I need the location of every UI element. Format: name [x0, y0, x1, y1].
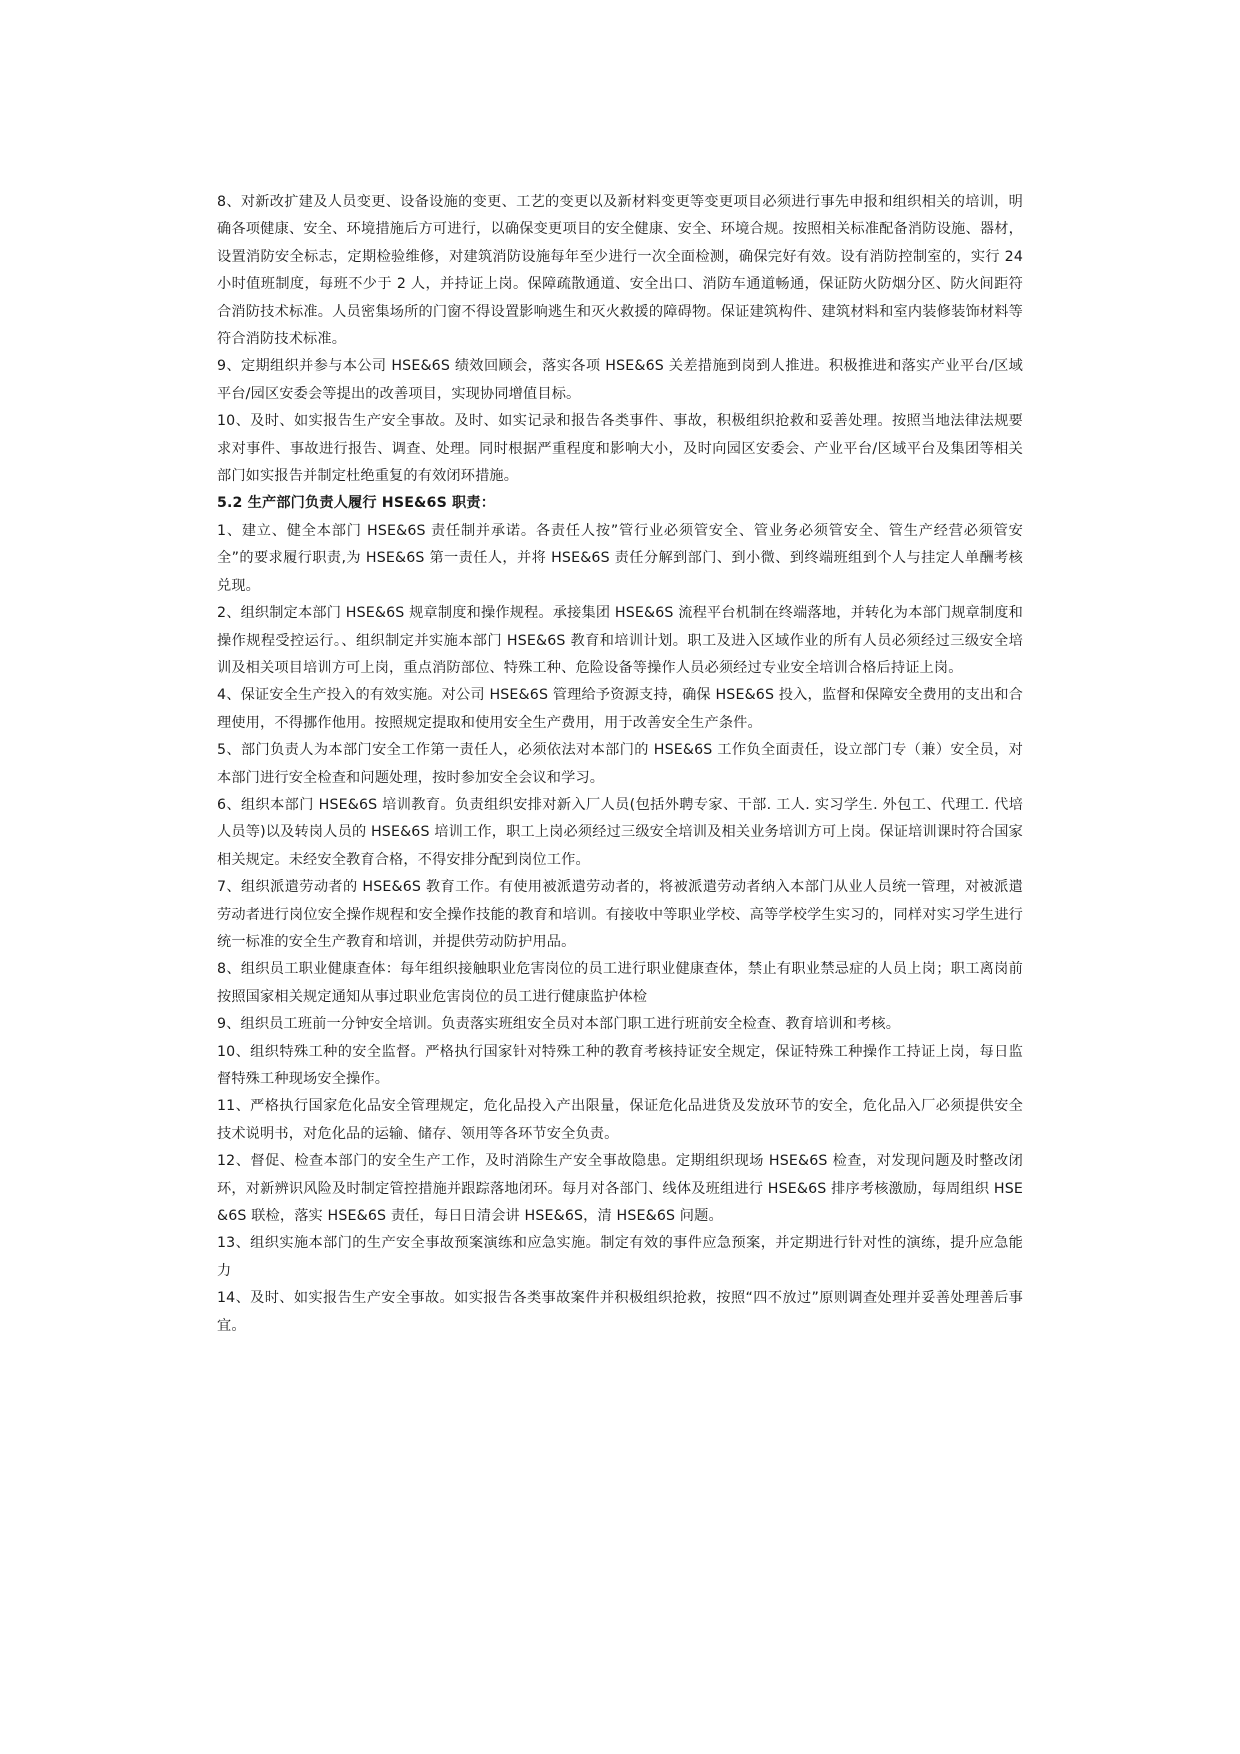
paragraph-2-rules-and-training: 2、组织制定本部门 HSE&6S 规章制度和操作规程。承接集团 HSE&6S 流程平台机制在终端落地，并转化为本部门规章制度和操作规程受控运行。、组织制定并实施本部门 HSE&6S 教育和培训计划。职工及进入区域作业的所有人员必须经过三级安全培训及相关项目培训方可上岗，重点消防部位、特殊工种、危险设备等操作人员必须经过专业安全培训合格后持证上岗。	[217, 605, 1023, 676]
paragraph-9-performance-review: 9、定期组织并参与本公司 HSE&6S 绩效回顾会，落实各项 HSE&6S 关差措施到岗到人推进。积极推进和落实产业平台/区域平台/园区安委会等提出的改善项目，实现协同增值目标。	[217, 358, 1023, 402]
paragraph-10-special-operators: 10、组织特殊工种的安全监督。严格执行国家针对特殊工种的教育考核持证安全规定，保证特殊工种操作工持证上岗，每日监督特殊工种现场安全操作。	[217, 1043, 1023, 1087]
paragraph-8-health-checkup: 8、组织员工职业健康查体：每年组织接触职业危害岗位的员工进行职业健康查体，禁止有职业禁忌症的人员上岗；职工离岗前按照国家相关规定通知从事过职业危害岗位的员工进行健康监护体检	[217, 961, 1023, 1005]
paragraph-11-hazardous-chemicals: 11、严格执行国家危化品安全管理规定，危化品投入产出限量，保证危化品进货及发放环节的安全，危化品入厂必须提供安全技术说明书，对危化品的运输、储存、领用等各环节安全负责。	[217, 1098, 1023, 1142]
paragraph-6-training-education: 6、组织本部门 HSE&6S 培训教育。负责组织安排对新入厂人员(包括外聘专家、干部. 工人. 实习学生. 外包工、代理工. 代培人员等)以及转岗人员的 HSE&6S 培训工作，职工上岗必须经过三级安全培训及相关业务培训方可上岗。保证培训课时符合国家相关规定。未经安全教育合格，不得安排分配到岗位工作。	[217, 796, 1023, 868]
paragraph-1-responsibility-system: 1、建立、健全本部门 HSE&6S 责任制并承诺。各责任人按”管行业必须管安全、管业务必须管安全、管生产经营必须管安全”的要求履行职责,为 HSE&6S 第一责任人，并将 HSE&6S 责任分解到部门、到小微、到终端班组到个人与挂定人单酬考核兑现。	[217, 522, 1023, 594]
paragraph-14-accident-handling: 14、及时、如实报告生产安全事故。如实报告各类事故案件并积极组织抢救，按照“四不放过”原则调查处理并妥善处理善后事宜。	[217, 1290, 1023, 1334]
section-heading-5-2: 5.2 生产部门负责人履行 HSE&6S 职责：	[217, 495, 496, 512]
paragraph-12-inspection: 12、督促、检查本部门的安全生产工作，及时消除生产安全事故隐患。定期组织现场 HSE&6S 检查，对发现问题及时整改闭环，对新辨识风险及时制定管控措施并跟踪落地闭环。每月对各部门、线体及班组进行 HSE&6S 排序考核激励，每周组织 HSE&6S 联检，落实 HSE&6S 责任，每日日清会讲 HSE&6S，清 HSE&6S 问题。	[217, 1153, 1023, 1225]
paragraph-9-pre-shift-training: 9、组织员工班前一分钟安全培训。负责落实班组安全员对本部门职工进行班前安全检查、教育培训和考核。	[217, 1016, 901, 1033]
paragraph-8-change-management: 8、对新改扩建及人员变更、设备设施的变更、工艺的变更以及新材料变更等变更项目必须进行事先申报和组织相关的培训，明确各项健康、安全、环境措施后方可进行，以确保变更项目的安全健康、安全、环境合规。按照相关标准配备消防设施、器材，设置消防安全标志，定期检验维修，对建筑消防设施每年至少进行一次全面检测，确保完好有效。设有消防控制室的，实行 24 小时值班制度，每班不少于 2 人，并持证上岗。保障疏散通道、安全出口、消防车通道畅通，保证防火防烟分区、防火间距符合消防技术标准。人员密集场所的门窗不得设置影响逃生和灭火救援的障碍物。保证建筑构件、建筑材料和室内装修装饰材料等符合消防技术标准。	[217, 194, 1023, 348]
paragraph-5-department-head: 5、部门负责人为本部门安全工作第一责任人，必须依法对本部门的 HSE&6S 工作负全面责任，设立部门专（兼）安全员，对本部门进行安全检查和问题处理，按时参加安全会议和学习。	[217, 742, 1023, 786]
paragraph-7-dispatched-workers: 7、组织派遣劳动者的 HSE&6S 教育工作。有使用被派遣劳动者的，将被派遣劳动者纳入本部门从业人员统一管理，对被派遣劳动者进行岗位安全操作规程和安全操作技能的教育和培训。有接收中等职业学校、高等学校学生实习的，同样对实习学生进行统一标准的安全生产教育和培训，并提供劳动防护用品。	[217, 879, 1023, 950]
paragraph-10-accident-reporting: 10、及时、如实报告生产安全事故。及时、如实记录和报告各类事件、事故，积极组织抢救和妥善处理。按照当地法律法规要求对事件、事故进行报告、调查、处理。同时根据严重程度和影响大小，及时向园区安委会、产业平台/区域平台及集团等相关部门如实报告并制定杜绝重复的有效闭环措施。	[217, 413, 1023, 485]
document-body	[217, 189, 1023, 1340]
paragraph-4-safety-investment: 4、保证安全生产投入的有效实施。对公司 HSE&6S 管理给予资源支持，确保 HSE&6S 投入，监督和保障安全费用的支出和合理使用，不得挪作他用。按照规定提取和使用安全生产费用，用于改善安全生产条件。	[217, 687, 1023, 731]
paragraph-13-emergency-drills: 13、组织实施本部门的生产安全事故预案演练和应急实施。制定有效的事件应急预案，并定期进行针对性的演练，提升应急能力	[217, 1235, 1023, 1279]
